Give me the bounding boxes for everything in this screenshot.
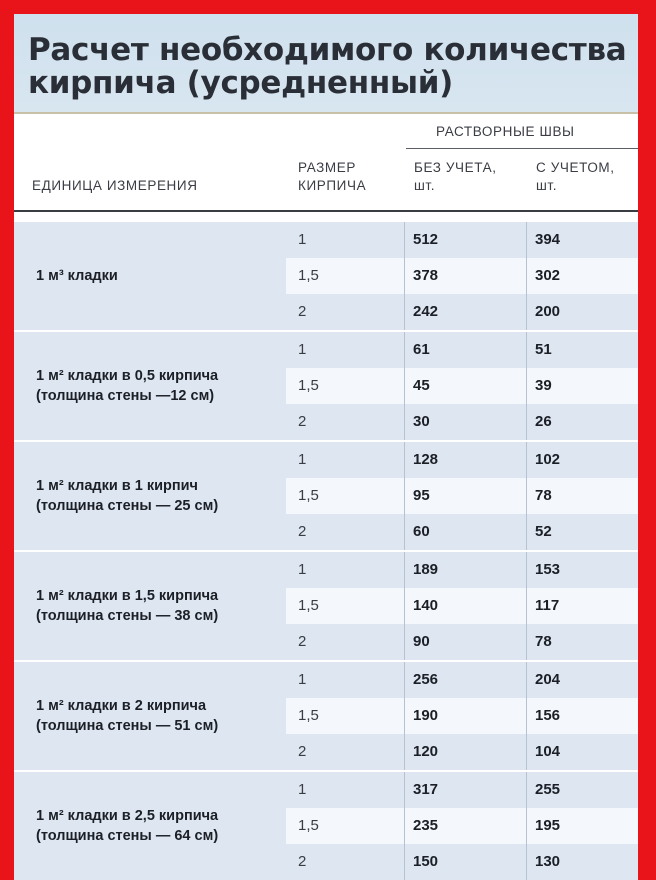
column-divider xyxy=(526,734,527,770)
unit-label-line-1: 1 м² кладки в 1 кирпич xyxy=(36,478,198,494)
count-with-joints: 204 xyxy=(535,671,561,688)
unit-cell xyxy=(14,222,286,330)
header-without-1: БЕЗ УЧЕТА, xyxy=(414,160,497,175)
column-divider xyxy=(404,552,405,588)
table-row xyxy=(286,662,638,698)
column-divider xyxy=(404,734,405,770)
column-divider xyxy=(526,368,527,404)
brick-size-value: 1 xyxy=(298,231,307,248)
count-without-joints: 128 xyxy=(413,451,439,468)
count-without-joints: 512 xyxy=(413,231,439,248)
table-group xyxy=(14,772,638,880)
header-with-2: шт. xyxy=(536,178,558,193)
count-without-joints: 140 xyxy=(413,597,439,614)
header-brick-size-2: КИРПИЧА xyxy=(298,178,367,193)
table-row xyxy=(286,552,638,588)
column-divider xyxy=(526,624,527,660)
brick-size-value: 2 xyxy=(298,523,307,540)
unit-cell xyxy=(14,442,286,550)
header-brick-size-1: РАЗМЕР xyxy=(298,160,356,175)
count-with-joints: 78 xyxy=(535,633,552,650)
unit-label-line-1: 1 м² кладки в 1,5 кирпича xyxy=(36,588,219,604)
brick-size-value: 2 xyxy=(298,413,307,430)
table-row xyxy=(286,404,638,440)
brick-size-value: 1 xyxy=(298,341,307,358)
column-divider xyxy=(526,588,527,624)
unit-cell xyxy=(14,772,286,880)
table-row xyxy=(286,332,638,368)
table-row xyxy=(286,588,638,624)
unit-label xyxy=(14,266,118,286)
unit-label xyxy=(14,696,218,736)
table-row xyxy=(286,844,638,880)
unit-label-line-1: 1 м² кладки в 0,5 кирпича xyxy=(36,368,219,384)
brick-size-value: 2 xyxy=(298,633,307,650)
table-row xyxy=(286,772,638,808)
column-divider xyxy=(526,478,527,514)
column-divider xyxy=(404,772,405,808)
count-with-joints: 104 xyxy=(535,743,561,760)
column-divider xyxy=(526,514,527,550)
count-with-joints: 39 xyxy=(535,377,552,394)
count-with-joints: 394 xyxy=(535,231,561,248)
column-divider xyxy=(526,808,527,844)
count-without-joints: 150 xyxy=(413,853,439,870)
count-without-joints: 30 xyxy=(413,413,430,430)
table-row xyxy=(286,734,638,770)
brick-size-value: 1 xyxy=(298,671,307,688)
count-without-joints: 90 xyxy=(413,633,430,650)
column-divider xyxy=(404,332,405,368)
count-with-joints: 156 xyxy=(535,707,561,724)
column-divider xyxy=(404,442,405,478)
table-row xyxy=(286,698,638,734)
column-divider xyxy=(404,624,405,660)
unit-label-line-1: 1 м³ кладки xyxy=(36,268,118,284)
column-divider xyxy=(526,662,527,698)
table-row xyxy=(286,368,638,404)
unit-label-line-2: (толщина стены —12 см) xyxy=(36,388,215,404)
column-divider xyxy=(404,514,405,550)
column-divider xyxy=(526,844,527,880)
unit-cell xyxy=(14,662,286,770)
header-unit: ЕДИНИЦА ИЗМЕРЕНИЯ xyxy=(32,178,198,193)
unit-label-line-1: 1 м² кладки в 2 кирпича xyxy=(36,698,207,714)
table-row xyxy=(286,442,638,478)
unit-label-line-2: (толщина стены — 38 см) xyxy=(36,608,219,624)
count-with-joints: 153 xyxy=(535,561,561,578)
brick-size-value: 1,5 xyxy=(298,817,319,834)
column-divider xyxy=(404,404,405,440)
table-group xyxy=(14,662,638,770)
count-with-joints: 130 xyxy=(535,853,561,870)
unit-label-line-2: (толщина стены — 51 см) xyxy=(36,718,219,734)
column-divider xyxy=(526,332,527,368)
count-without-joints: 60 xyxy=(413,523,430,540)
count-without-joints: 120 xyxy=(413,743,439,760)
column-divider xyxy=(404,698,405,734)
title-line-1: Расчет необходимого количества xyxy=(28,32,627,68)
brick-size-value: 2 xyxy=(298,743,307,760)
unit-label xyxy=(14,586,218,626)
column-divider xyxy=(526,552,527,588)
column-divider xyxy=(404,258,405,294)
unit-label-line-2: (толщина стены — 25 см) xyxy=(36,498,219,514)
count-without-joints: 378 xyxy=(413,267,439,284)
brick-size-value: 2 xyxy=(298,853,307,870)
count-with-joints: 255 xyxy=(535,781,561,798)
column-divider xyxy=(404,844,405,880)
column-divider xyxy=(526,772,527,808)
table-row xyxy=(286,478,638,514)
document-frame xyxy=(14,14,638,870)
title-line-2: кирпича (усредненный) xyxy=(28,65,453,101)
column-divider xyxy=(526,222,527,258)
brick-size-value: 2 xyxy=(298,303,307,320)
count-without-joints: 189 xyxy=(413,561,439,578)
column-divider xyxy=(404,294,405,330)
unit-label-line-1: 1 м² кладки в 2,5 кирпича xyxy=(36,808,219,824)
column-divider xyxy=(404,662,405,698)
count-with-joints: 52 xyxy=(535,523,552,540)
unit-cell xyxy=(14,552,286,660)
header-mortar-joints: РАСТВОРНЫЕ ШВЫ xyxy=(436,124,575,139)
column-divider xyxy=(404,222,405,258)
count-with-joints: 200 xyxy=(535,303,561,320)
count-without-joints: 190 xyxy=(413,707,439,724)
brick-size-value: 1,5 xyxy=(298,597,319,614)
unit-label xyxy=(14,476,218,516)
column-divider xyxy=(526,258,527,294)
count-without-joints: 256 xyxy=(413,671,439,688)
count-without-joints: 95 xyxy=(413,487,430,504)
column-divider xyxy=(526,294,527,330)
count-without-joints: 235 xyxy=(413,817,439,834)
column-divider xyxy=(526,404,527,440)
table-row xyxy=(286,808,638,844)
brick-size-value: 1,5 xyxy=(298,267,319,284)
table-row xyxy=(286,514,638,550)
unit-label-line-2: (толщина стены — 64 см) xyxy=(36,828,219,844)
header-without-2: шт. xyxy=(414,178,436,193)
count-with-joints: 102 xyxy=(535,451,561,468)
count-without-joints: 317 xyxy=(413,781,439,798)
brick-size-value: 1,5 xyxy=(298,487,319,504)
brick-size-value: 1 xyxy=(298,451,307,468)
count-with-joints: 26 xyxy=(535,413,552,430)
header-mortar-divider xyxy=(406,148,638,149)
table-group xyxy=(14,332,638,440)
count-with-joints: 302 xyxy=(535,267,561,284)
column-divider xyxy=(526,698,527,734)
table-row xyxy=(286,624,638,660)
brick-size-value: 1,5 xyxy=(298,707,319,724)
count-without-joints: 242 xyxy=(413,303,439,320)
unit-label xyxy=(14,806,218,846)
table-row xyxy=(286,258,638,294)
column-divider xyxy=(404,368,405,404)
table-row xyxy=(286,222,638,258)
count-with-joints: 78 xyxy=(535,487,552,504)
table-group xyxy=(14,552,638,660)
header-with-1: С УЧЕТОМ, xyxy=(536,160,615,175)
column-divider xyxy=(404,588,405,624)
count-with-joints: 117 xyxy=(535,597,560,614)
title-band xyxy=(14,14,638,114)
count-with-joints: 195 xyxy=(535,817,561,834)
unit-label xyxy=(14,366,218,406)
brick-size-value: 1 xyxy=(298,781,307,798)
page-title xyxy=(28,34,638,100)
count-with-joints: 51 xyxy=(535,341,552,358)
count-without-joints: 61 xyxy=(413,341,430,358)
count-without-joints: 45 xyxy=(413,377,430,394)
table-group xyxy=(14,442,638,550)
table-group xyxy=(14,222,638,330)
brick-size-value: 1 xyxy=(298,561,307,578)
header-bottom-rule xyxy=(14,210,638,212)
table-row xyxy=(286,294,638,330)
column-divider xyxy=(404,478,405,514)
unit-cell xyxy=(14,332,286,440)
column-divider xyxy=(404,808,405,844)
brick-size-value: 1,5 xyxy=(298,377,319,394)
column-divider xyxy=(526,442,527,478)
